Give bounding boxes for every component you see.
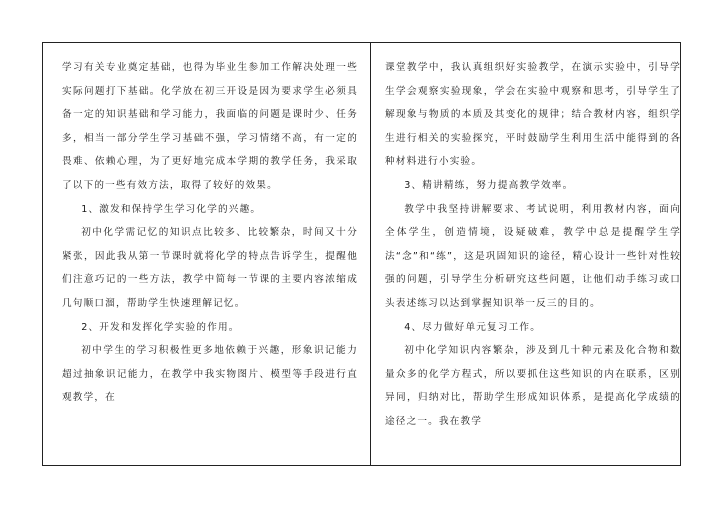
column-divider <box>370 42 371 466</box>
paragraph: 初中化学知识内容繁杂，涉及到几十种元素及化合物和数量众多的化学方程式，所以要抓住这些知识的内在联系，区别异同，归纳对比，帮助学生形成知识体系，是提高化学成绩的途径之一。我在教学 <box>385 345 681 427</box>
left-column <box>62 56 358 410</box>
paragraph: 教学中我坚持讲解要求、考试说明，利用教材内容，面向全体学生，创造情境，设疑破难，教学中总是提醒学生学法“念”和“练”，这是巩固知识的途径，精心设计一些针对性较强的问题，引导学生分析研究这些问题，让他们动手练习或口头表述练习以达到掌握知识举一反三的目的。 <box>385 203 681 309</box>
paragraph-continued: 学习有关专业奠定基础，也得为毕业生参加工作解决处理一些实际问题打下基础。化学放在初三开设是因为要求学生必须具备一定的知识基础和学习能力，我面临的问题是课时少、任务多，相当一部分学生学习基础不强，学习情绪不高，有一定的畏难、依赖心理，为了更好地完成本学期的教学任务，我采取了以下的一些有效方法，取得了较好的效果。 <box>62 62 358 191</box>
section-heading-1: 1、激发和保持学生学习化学的兴趣。 <box>81 203 262 215</box>
paragraph: 初中化学需记忆的知识点比较多、比较繁杂，时间又十分紧张，因此我从第一节课时就将化学的特点告诉学生，提醒他们注意巧记的一些方法，教学中简每一节课的主要内容浓缩成几句顺口溜，帮助学生快速理解记忆。 <box>62 227 358 309</box>
right-column <box>385 56 681 434</box>
section-heading-2: 2、开发和发挥化学实验的作用。 <box>81 321 240 333</box>
paragraph-continued: 课堂教学中，我认真组织好实验教学，在演示实验中，引导学生学会观察实验现象，学会在实验中观察和思考，引导学生了解现象与物质的本质及其变化的规律；结合教材内容，组织学生进行相关的实验探究，平时鼓励学生利用生活中能得到的各种材料进行小实验。 <box>385 62 681 168</box>
paragraph: 初中学生的学习积极性更多地依赖于兴趣，形象识记能力超过抽象识记能力，在教学中我实物图片、模型等手段进行直观教学，在 <box>62 345 358 404</box>
section-heading-4: 4、尽力做好单元复习工作。 <box>404 321 542 333</box>
section-heading-3: 3、精讲精练，努力提高教学效率。 <box>404 179 574 191</box>
